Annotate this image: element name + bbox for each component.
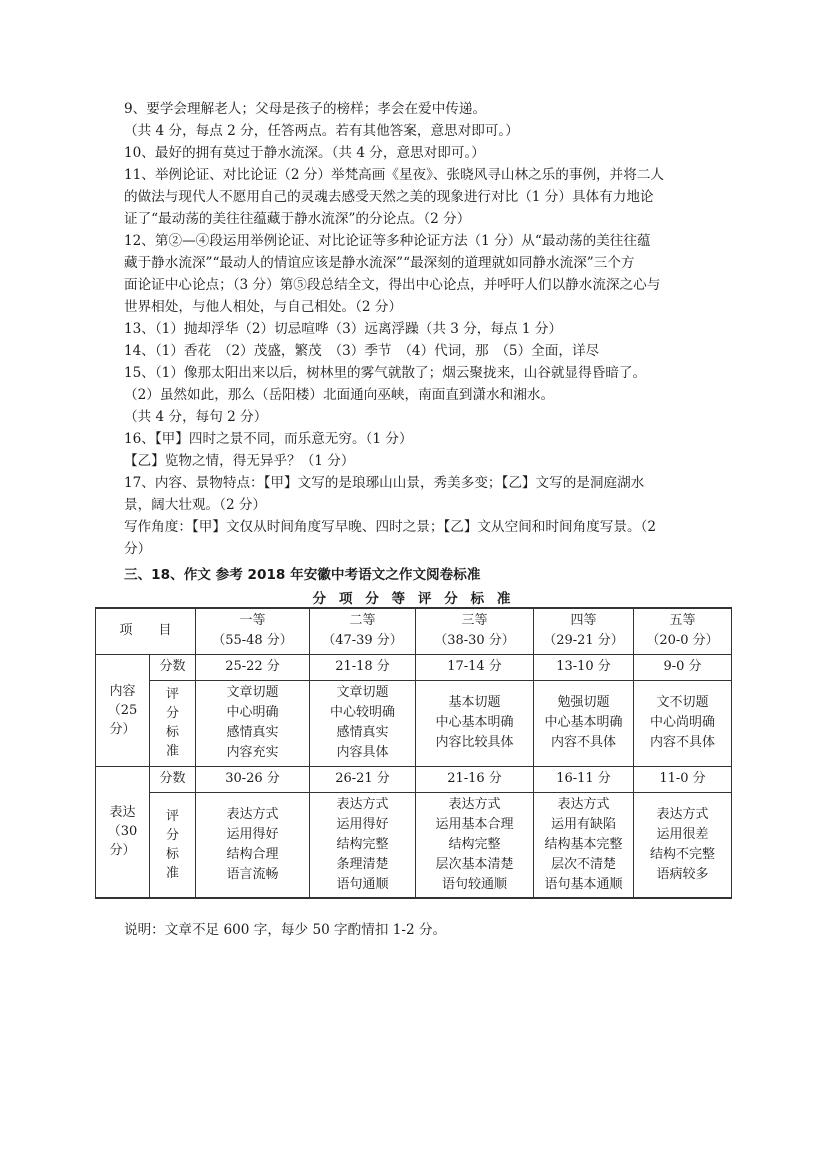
score-cell: 13-10 分 bbox=[534, 654, 634, 680]
answer-line: 的做法与现代人不愿用自己的灵魂去感受天然之美的现象进行对比（1 分）具体有力地论 bbox=[124, 189, 654, 205]
table-title: 分 项 分 等 评 分 标 准 bbox=[312, 591, 515, 607]
section-title: 三、18、作文 参考 2018 年安徽中考语文之作文阅卷标准 bbox=[124, 567, 481, 583]
score-label: 分数 bbox=[150, 766, 196, 792]
grade-name: 二等 bbox=[349, 613, 376, 629]
score-cell: 30-26 分 bbox=[196, 766, 310, 792]
score-cell: 25-22 分 bbox=[196, 654, 310, 680]
answer-line: 藏于静水流深”“最动人的情谊应该是静水流深”“最深刻的道理就如同静水流深”三个方 bbox=[124, 255, 635, 271]
grade-range: （38-30 分） bbox=[434, 633, 515, 649]
criteria-cell: 基本切题 中心基本明确 内容比较具体 bbox=[416, 680, 534, 766]
scoring-table bbox=[95, 607, 732, 899]
answer-line: （2）虽然如此，那么（岳阳楼）北面通向巫峡，南面直到潇水和湘水。 bbox=[124, 387, 555, 403]
criteria-label: 评 分 标 准 bbox=[150, 680, 196, 766]
score-cell: 26-21 分 bbox=[310, 766, 416, 792]
score-cell: 21-18 分 bbox=[310, 654, 416, 680]
criteria-cell: 表达方式 运用得好 结构完整 条理清楚 语句通顺 bbox=[310, 792, 416, 898]
criteria-cell: 表达方式 运用很差 结构不完整 语病较多 bbox=[634, 792, 732, 898]
criteria-cell: 表达方式 运用有缺陷 结构基本完整 层次不清楚 语句基本通顺 bbox=[534, 792, 634, 898]
criteria-cell: 文章切题 中心较明确 感情真实 内容具体 bbox=[310, 680, 416, 766]
answer-line: 证了“最动荡的美往往蕴藏于静水流深”的分论点。（2 分） bbox=[124, 211, 471, 227]
answer-line: 写作角度：【甲】文仅从时间角度写早晚、四时之景；【乙】文从空间和时间角度写景。（2 bbox=[124, 519, 656, 535]
answer-line: 10、最好的拥有莫过于静水流深。（共 4 分，意思对即可。） bbox=[124, 145, 485, 161]
answer-line: 世界相处，与他人相处，与自己相处。（2 分） bbox=[124, 299, 403, 315]
expression-score-row bbox=[96, 766, 732, 792]
answer-line: 13、（1）抛却浮华（2）切忌喧哗（3）远离浮躁（共 3 分，每点 1 分） bbox=[124, 321, 563, 337]
grade-header bbox=[310, 608, 416, 654]
grade-header bbox=[534, 608, 634, 654]
answer-line: 14、（1）香花 （2）茂盛，繁茂 （3）季节 （4）代词，那 （5）全面，详尽 bbox=[124, 343, 600, 359]
score-cell: 21-16 分 bbox=[416, 766, 534, 792]
grade-name: 四等 bbox=[570, 613, 597, 629]
expression-label: 表达 （30 分） bbox=[96, 766, 150, 898]
answer-line: 17、内容、景物特点：【甲】文写的是琅琊山山景，秀美多变；【乙】文写的是洞庭湖水 bbox=[124, 475, 645, 491]
score-cell: 17-14 分 bbox=[416, 654, 534, 680]
answer-key bbox=[124, 98, 714, 560]
criteria-cell: 表达方式 运用得好 结构合理 语言流畅 bbox=[196, 792, 310, 898]
score-label: 分数 bbox=[150, 654, 196, 680]
criteria-cell: 文章切题 中心明确 感情真实 内容充实 bbox=[196, 680, 310, 766]
content-criteria-row bbox=[96, 680, 732, 766]
content-score-row bbox=[96, 654, 732, 680]
expression-criteria-row bbox=[96, 792, 732, 898]
content-label: 内容 （25 分） bbox=[96, 654, 150, 766]
answer-line: 11、举例论证、对比论证（2 分）举梵高画《星夜》、张晓风寻山林之乐的事例，并将二人 bbox=[124, 167, 665, 183]
answer-line: （共 4 分，每句 2 分） bbox=[124, 409, 268, 425]
grade-header bbox=[196, 608, 310, 654]
answer-line: 15、（1）像那太阳出来以后，树林里的雾气就散了；烟云聚拢来，山谷就显得昏暗了。 bbox=[124, 365, 647, 381]
answer-line: （共 4 分，每点 2 分，任答两点。若有其他答案，意思对即可。） bbox=[124, 123, 519, 139]
note: 说明：文章不足 600 字，每少 50 字酌情扣 1-2 分。 bbox=[124, 922, 447, 938]
grade-range: （55-48 分） bbox=[212, 633, 293, 649]
score-cell: 9-0 分 bbox=[634, 654, 732, 680]
score-cell: 16-11 分 bbox=[534, 766, 634, 792]
score-cell: 11-0 分 bbox=[634, 766, 732, 792]
answer-line: 面论证中心论点；（3 分）第⑤段总结全文，得出中心论点，并呼吁人们以静水流深之心与 bbox=[124, 277, 661, 293]
answer-line: 12、第②—④段运用举例论证、对比论证等多种论证方法（1 分）从“最动荡的美往往蕴 bbox=[124, 233, 651, 249]
grade-range: （20-0 分） bbox=[646, 633, 719, 649]
grade-range: （47-39 分） bbox=[322, 633, 403, 649]
grade-range: （29-21 分） bbox=[543, 633, 624, 649]
answer-line: 16、【甲】四时之景不同，而乐意无穷。（1 分） bbox=[124, 431, 413, 447]
criteria-label: 评 分 标 准 bbox=[150, 792, 196, 898]
item-header: 项 目 bbox=[96, 608, 196, 654]
grade-name: 三等 bbox=[461, 613, 488, 629]
grade-name: 一等 bbox=[239, 613, 266, 629]
grade-header bbox=[634, 608, 732, 654]
answer-line: 9、要学会理解老人；父母是孩子的榜样；孝会在爱中传递。 bbox=[124, 101, 487, 117]
answer-line: 【乙】览物之情，得无异乎？（1 分） bbox=[124, 453, 355, 469]
criteria-cell: 勉强切题 中心基本明确 内容不具体 bbox=[534, 680, 634, 766]
answer-line: 分） bbox=[124, 541, 152, 557]
criteria-cell: 表达方式 运用基本合理 结构完整 层次基本清楚 语句较通顺 bbox=[416, 792, 534, 898]
grade-header bbox=[416, 608, 534, 654]
criteria-cell: 文不切题 中心尚明确 内容不具体 bbox=[634, 680, 732, 766]
table-header-row bbox=[96, 608, 732, 654]
grade-name: 五等 bbox=[669, 613, 696, 629]
answer-line: 景，阔大壮观。（2 分） bbox=[124, 497, 267, 513]
